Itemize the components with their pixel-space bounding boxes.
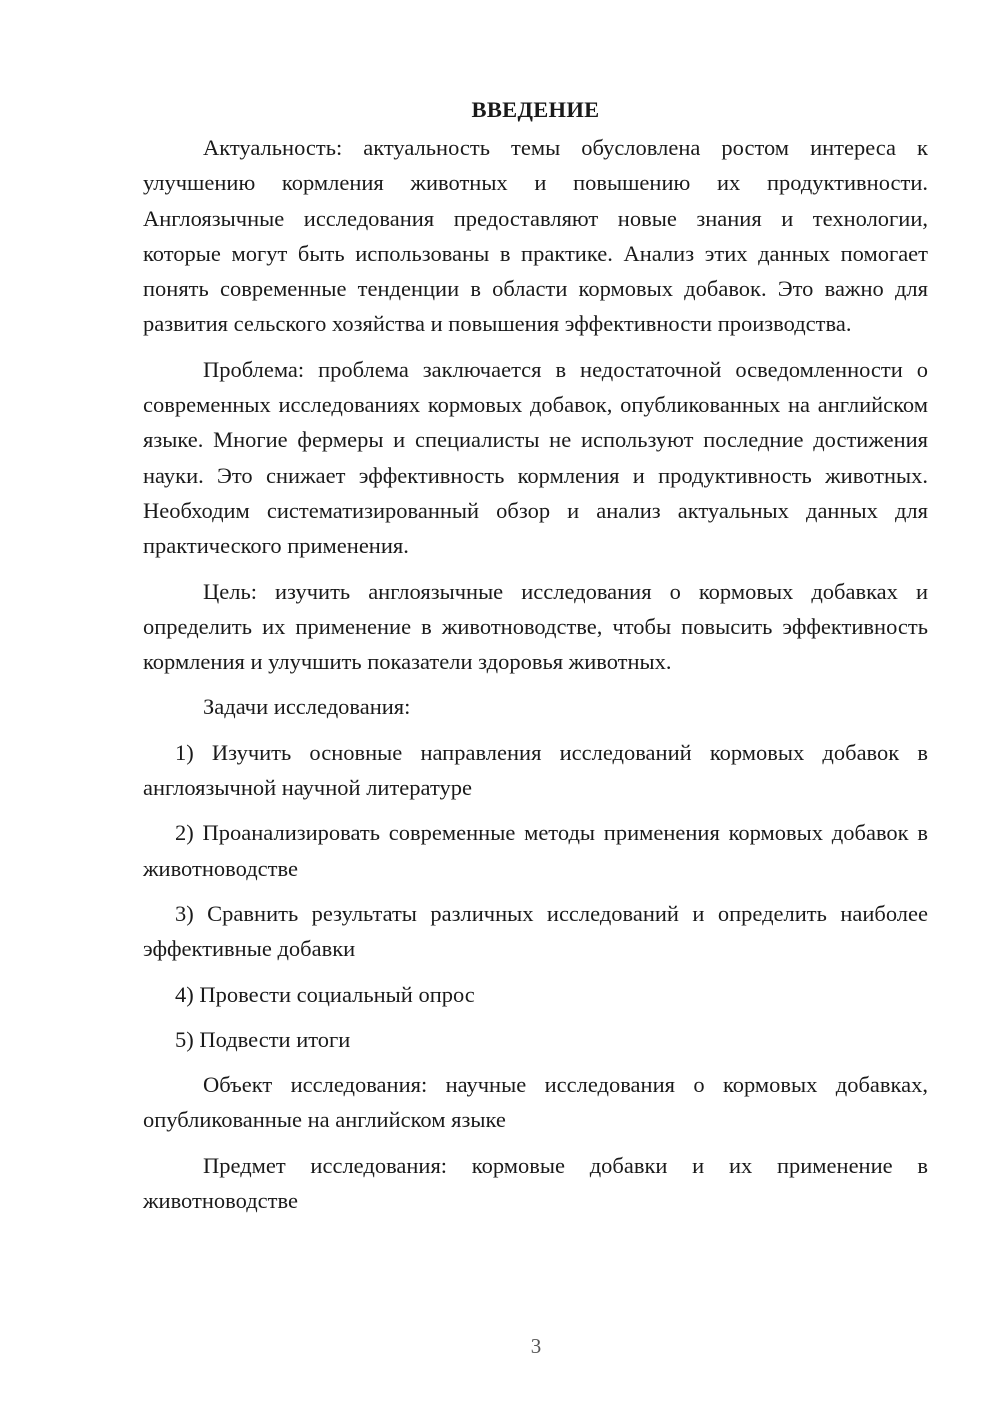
problem-paragraph: Проблема: проблема заключается в недостаточной осведомленности о современных исследованиях кормовых добавок, опубликованных на английском языке. Многие фермеры и специалисты не используют последние достижения науки. Это снижает эффективность кормления и продуктивность животных. Необходим систематизированный обзор и анализ актуальных данных для практического применения. [143, 356, 928, 559]
subject-paragraph: Предмет исследования: кормовые добавки и их применение в животноводстве [143, 1152, 928, 1214]
task-item-5: 5) Подвести итоги [175, 1026, 351, 1052]
task-item-3: 3) Сравнить результаты различных исследований и определить наиболее эффективные добавки [143, 900, 928, 962]
goal-paragraph: Цель: изучить англоязычные исследования о кормовых добавках и определить их применение в животноводстве, чтобы повысить эффективность кормления и улучшить показатели здоровья животных. [143, 578, 928, 675]
task-item-4: 4) Провести социальный опрос [175, 981, 475, 1007]
page-number: 3 [530, 1334, 542, 1358]
relevance-paragraph: Актуальность: актуальность темы обусловлена ростом интереса к улучшению кормления животных и повышению их продуктивности. Англоязычные исследования предоставляют новые знания и технологии, которые могут быть использованы в практике. Анализ этих данных помогает понять современные тенденции в области кормовых добавок. Это важно для развития сельского хозяйства и повышения эффективности производства. [143, 135, 928, 337]
document-page [143, 92, 928, 1228]
object-paragraph: Объект исследования: научные исследования о кормовых добавках, опубликованные на английском языке [143, 1072, 928, 1133]
task-item-1: 1) Изучить основные направления исследований кормовых добавок в англоязычной научной литературе [143, 739, 928, 801]
document-title: ВВЕДЕНИЕ [471, 97, 600, 122]
tasks-list [143, 735, 928, 1057]
task-item-2: 2) Проанализировать современные методы применения кормовых добавок в животноводстве [143, 820, 928, 881]
tasks-label: Задачи исследования: [203, 694, 411, 720]
